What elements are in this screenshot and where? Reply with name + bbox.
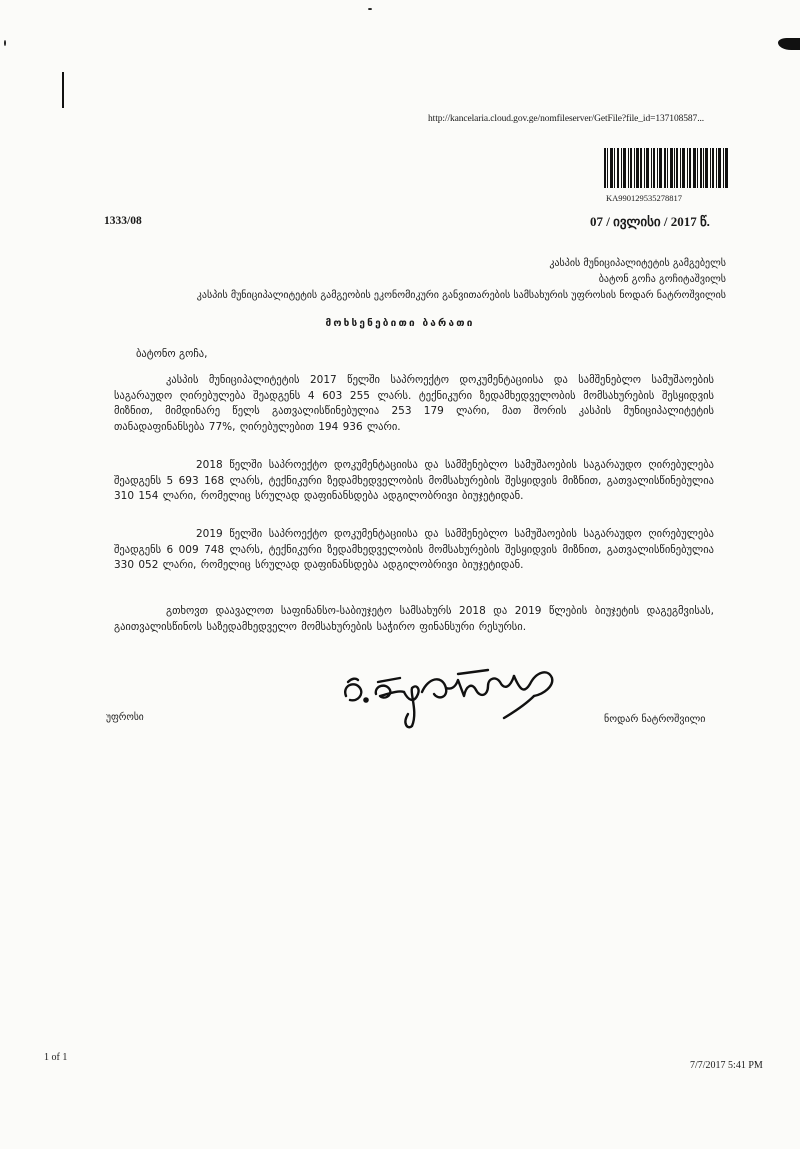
reference-number: 1333/08 [104,215,142,227]
signatory-role: უფროსი [106,712,144,723]
sender-line: კასპის მუნიციპალიტეტის გამგეობის ეკონომიკური განვითარების სამსახურის უფროსის ნოდარ ნატროშვილის [196,290,726,301]
barcode [604,148,728,188]
print-timestamp: 7/7/2017 5:41 PM [690,1060,763,1071]
scan-mark [62,72,64,108]
addressee-line: ბატონ გოჩა გოჩიტაშვილს [598,274,726,285]
document-date: 07 / ივლისი / 2017 წ. [590,214,710,229]
paragraph: გთხოვთ დაავალოთ საფინანსო-საბიუჯეტო სამსახურს 2018 და 2019 წლების ბიუჯეტის დაგეგმვისას, გაითვალისწინოს საზედამხედველო მომსახურების საჭირო ფინანსური რესურსი. [114,605,714,633]
paragraph: 2019 წელში საპროექტო დოკუმენტაციისა და სამშენებლო სამუშაოების საგარაუდო ღირებულება შეადგენს 6 009 748 ლარს, ტექნიკური ზედამხედველობის მომსახურების შესყიდვის მიზნით, გათვალისწინებულია 330 052 ლარი, რომელიც სრულად დაფინანსდება ადგილობრივი ბიუჯეტიდან. [114,528,714,571]
barcode-number: KA990129535278817 [606,193,683,203]
addressee-line: კასპის მუნიციპალიტეტის გამგებელს [549,258,726,269]
paragraph: კასპის მუნიციპალიტეტის 2017 წელში საპროექტო დოკუმენტაციისა და სამშენებლო სამუშაოების საგარაუდო ღირებულება შეადგენს 4 603 255 ლარს. ტექნიკური ზედამხედველობის მომსახურების შესყიდვის მიზნით, მიმდინარე წელს გათვალისწინებულია 253 179 ლარი, მათ შორის კასპის მუნიციპალიტეტის თანადაფინანსება 77%, ღირებულებით 194 936 ლარი. [114,374,714,433]
scan-speck [4,40,6,46]
greeting: ბატონო გოჩა, [136,348,208,360]
page-count: 1 of 1 [44,1052,68,1063]
signatory-name: ნოდარ ნატროშვილი [604,714,706,725]
document-title: მოხსენებითი ბარათი [325,318,475,329]
scan-blob [778,38,800,50]
paragraph: 2018 წელში საპროექტო დოკუმენტაციისა და სამშენებლო სამუშაოების საგარაუდო ღირებულება შეადგენს 5 693 168 ლარს, ტექნიკური ზედამხედველობის მომსახურების შესყიდვის მიზნით, გათვალისწინებულია 310 154 ლარი, რომელიც სრულად დაფინანსდება ადგილობრივი ბიუჯეტიდან. [114,459,714,502]
handwritten-signature [338,660,578,732]
source-url: http://kancelaria.cloud.gov.ge/nomfileserver/GetFile?file_id=137108587... [428,114,705,124]
scan-speck [368,8,372,10]
